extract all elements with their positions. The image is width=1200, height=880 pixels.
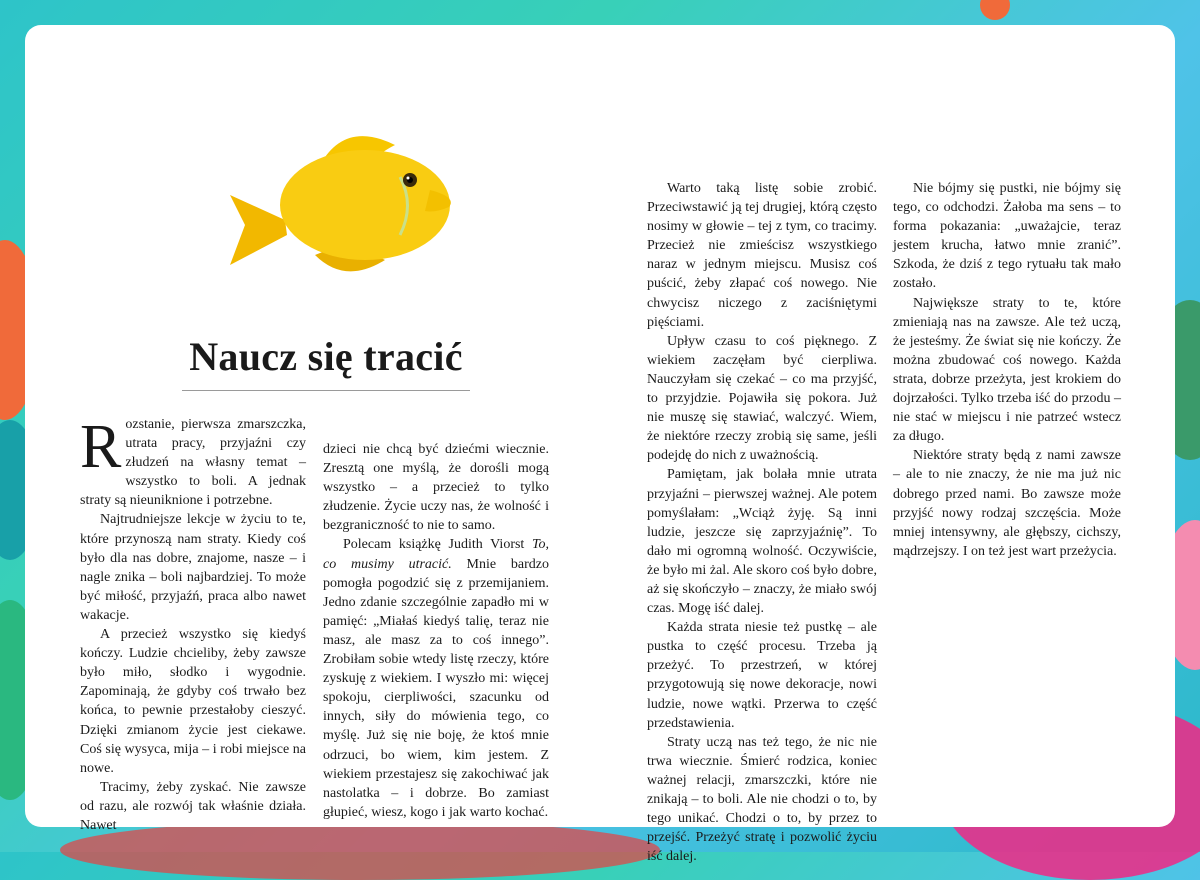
drop-cap: R (80, 413, 122, 481)
text-column-2 (323, 440, 549, 822)
paragraph: Straty uczą nas też tego, że nic nie trwa wiecznie. Śmierć rodzica, koniec ważnej relacji, zmarszczki, które nie znikają – to boli. Ale nie chodzi o to, by tego unikać. Chodzi o to, by przez to przejść. Przeżyć stratę i pozwolić życiu iść dalej. (647, 734, 877, 865)
paragraph: Niektóre straty będą z nami zawsze – ale to nie znaczy, że nie ma już nic dobrego przed nami. Bo zawsze może przyjść nowy rodzaj szczęścia. Może mniej intensywny, ale głębszy, cichszy, mądrzejszy. I on też jest wart przeżycia. (893, 448, 1121, 559)
paragraph: Rozstanie, pierwsza zmarszczka, utrata pracy, przyjaźni czy złudzeń na własny temat – wszystko to boli. A jednak straty są nieuniknione i potrzebne. (80, 413, 306, 509)
title-block (182, 333, 470, 391)
paragraph: dzieci nie chcą być dziećmi wiecznie. Zresztą one myślą, że dorośli mogą wszystko – a przecież to tylko złudzenie. Życie uczy nas, że wolność i bezgraniczność to nie to samo. (323, 442, 549, 534)
yellow-fish-illustration (225, 125, 460, 285)
paragraph: Polecam książkę Judith Viorst To, co musimy utracić. Mnie bardzo pomogła pogodzić się z przemijaniem. Jedno zdanie szczególnie zapadło mi w pamięć: „Miałaś kiedyś talię, teraz nie masz, ale masz za to coś innego”. Zrobiłam sobie wtedy listę rzeczy, które zyskuję z wiekiem. I wyszło mi: więcej spokoju, cierpliwości, szacunku od innych, siły do mówienia tego, co myślę. Już się nie boję, że ktoś mnie odrzuci, bo wiem, kim jestem. Z wiekiem przestajesz się zakochiwać jak nastolatka – i dobrze. Bo zamiast głupieć, wiesz, kogo i jak warto kochać. (323, 537, 549, 820)
paragraph: Tracimy, żeby zyskać. Nie zawsze od razu, ale rozwój tak właśnie działa. Nawet (80, 779, 306, 833)
paragraph: A przecież wszystko się kiedyś kończy. Ludzie chcieliby, żeby zawsze było miło, słodko i wygodnie. Zapominają, że gdyby coś trwało bez końca, to pewnie przestałoby cieszyć. Dzięki zmianom życie jest ciekawe. Coś się wysyca, mija – i robi miejsce na nowe. (80, 627, 306, 776)
text-column-4 (893, 179, 1121, 561)
article-title: Naucz się tracić (182, 333, 470, 391)
paragraph: Największe straty to te, które zmieniają nas na zawsze. Ale też uczą, że jesteśmy. Że świat się nie kończy. Że można zbudować coś nowego. Każda strata, dobrze przeżyta, jest krokiem do dojrzałości. Tylko trzeba iść do przodu – nie stać w miejscu i nie patrzeć wstecz za długo. (893, 295, 1121, 445)
paragraph: Najtrudniejsze lekcje w życiu to te, które przynoszą nam straty. Kiedy coś było dla nas dobre, znajome, nasze – i nagle znika – boli najbardziej. To może być miłość, przyjaźń, praca albo nawet wakacje. (80, 512, 306, 623)
book-title: To, co musimy utracić. (323, 537, 549, 572)
paragraph: Nie bójmy się pustki, nie bójmy się tego, co odchodzi. Żałoba ma sens – to forma pokazania: „uważajcie, teraz jestem krucha, łatwo mnie zranić”. Szkoda, że dziś z tego rytuału tak mało zostało. (893, 181, 1121, 292)
paragraph: Pamiętam, jak bolała mnie utrata przyjaźni – pierwszej ważnej. Ale potem pomyślałam: „Wciąż żyję. Są inni ludzie, jeszcze się zaprzyjaźnię”. To dało mi ogromną wolność. Oczywiście, że było mi żal. Ale skoro coś było dobre, aż się skończyło – znaczy, że miało swój czas. Mogę iść dalej. (647, 467, 877, 617)
text-column-1 (80, 415, 306, 835)
paragraph: Każda strata niesie też pustkę – ale pustka to część procesu. Trzeba ją przeżyć. To przestrzeń, w której przygotowują się nowe dekoracje, nowi ludzie, nowe wątki. Przerwa to część przedstawienia. (647, 620, 877, 731)
article-page (25, 25, 1175, 865)
paragraph: Upływ czasu to coś pięknego. Z wiekiem zaczęłam być cierpliwa. Nauczyłam się czekać – co ma przyjść, to przyjdzie. Pojawiła się pokora. Już nie muszę się stawiać, walczyć. Wiem, że niektóre rzeczy zrobią się same, jeśli podejdę do nich z uważnością. (647, 333, 877, 464)
paragraph: Warto taką listę sobie zrobić. Przeciwstawić ją tej drugiej, którą często nosimy w głowie – tej z tym, co tracimy. Przecież nie zmieścisz wszystkiego naraz w jednym miejscu. Musisz coś puścić, żeby złapać coś nowego. Nie chwycisz niczego z zaciśniętymi pięściami. (647, 181, 877, 330)
text-column-3 (647, 179, 877, 866)
